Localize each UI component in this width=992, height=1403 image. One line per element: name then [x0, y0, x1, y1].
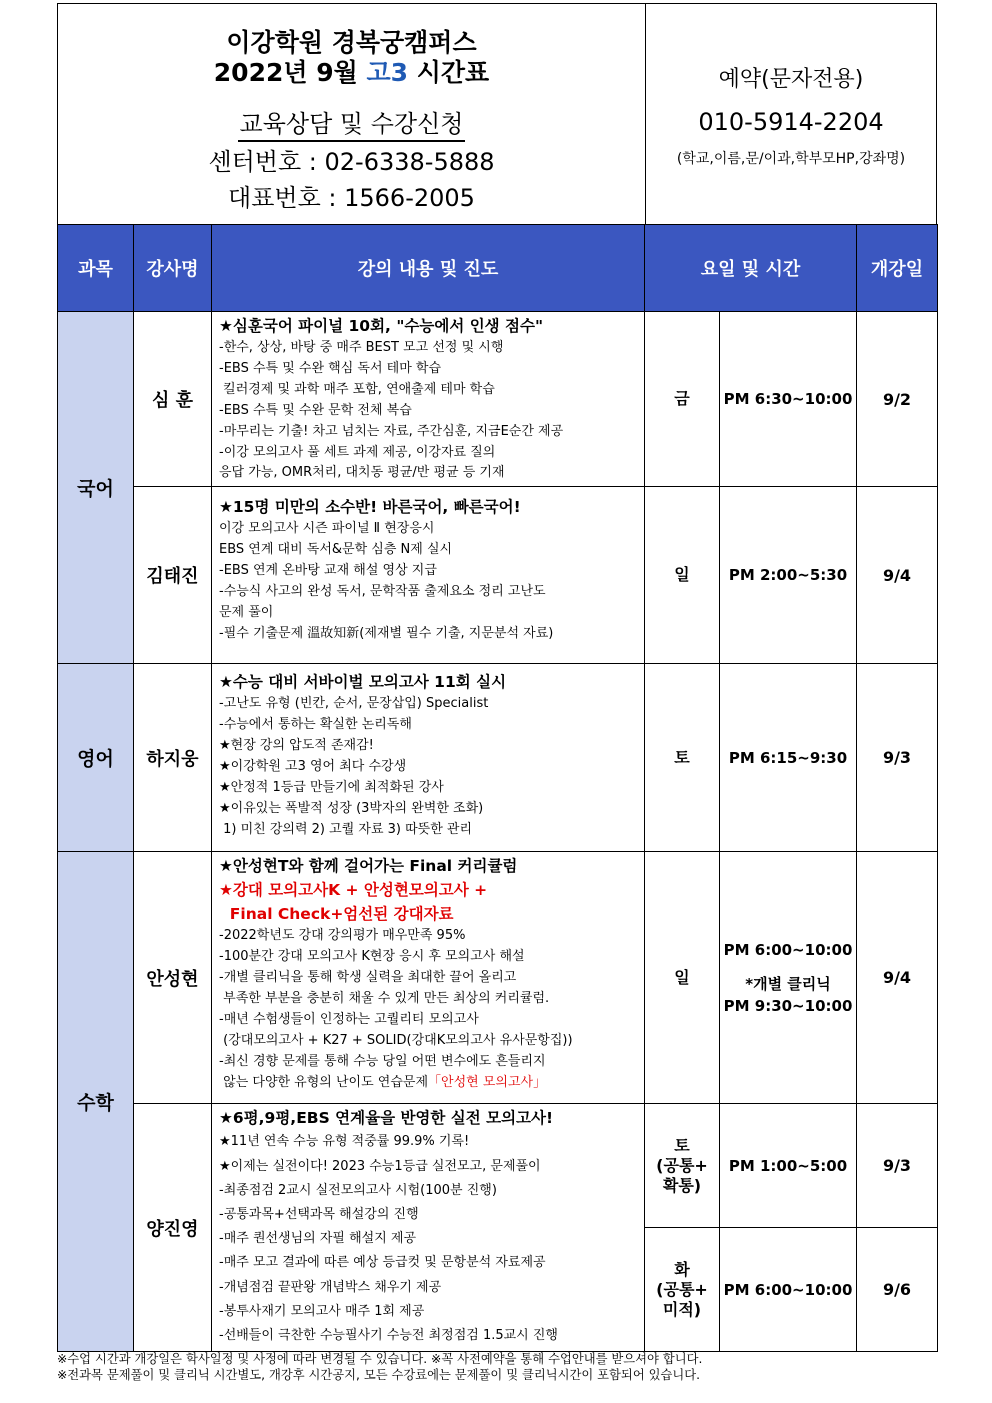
- content-line: 응답 가능, OMR처리, 대치동 평균/반 평균 등 기재: [219, 465, 505, 481]
- course-content: [212, 1104, 645, 1352]
- course-lead: ★수능 대비 서바이벌 모의고사 11회 실시: [219, 673, 507, 692]
- content-line: -이강 모의고사 풀 세트 과제 제공, 이강자료 질의: [219, 444, 496, 460]
- teacher-name: 안성현: [134, 852, 212, 1104]
- content-line: -EBS 연계 온바탕 교재 해설 영상 지급: [219, 563, 437, 579]
- content-line: -2022학년도 강대 강의평가 매우만족 95%: [219, 928, 466, 944]
- course-content: [212, 312, 645, 487]
- content-line: -최종점검 2교시 실전모의고사 시험(100분 진행): [219, 1182, 497, 1198]
- class-day: 금: [645, 312, 720, 487]
- table-row: [58, 664, 938, 852]
- content-line: [219, 1073, 638, 1094]
- content-line: ★이유있는 폭발적 성장 (3박자의 완벽한 조화): [219, 800, 484, 816]
- footer-line: ※수업 시간과 개강일은 학사일정 및 사정에 따라 변경될 수 있습니다. ※꼭 사전예약을 통해 수업안내를 받으셔야 합니다.: [57, 1352, 703, 1366]
- content-line: -개념점검 끝판왕 개념박스 채우기 제공: [219, 1279, 442, 1295]
- course-content: [212, 852, 645, 1104]
- table-row: [58, 852, 938, 1104]
- content-line: -마무리는 기출! 차고 넘치는 자료, 주간심훈, 지금E순간 제공: [219, 423, 564, 439]
- class-time: PM 6:00~10:00: [720, 1228, 857, 1352]
- teacher-name: 양진영: [134, 1104, 212, 1352]
- col-content: 강의 내용 및 진도: [212, 225, 645, 312]
- content-text: 않는 다양한 유형의 난이도 연습문제: [219, 1074, 429, 1090]
- header-left: [58, 4, 646, 225]
- content-line: -고난도 유형 (빈칸, 순서, 문장삽입) Specialist: [219, 696, 489, 712]
- content-line: ★안정적 1등급 만들기에 최적화된 강사: [219, 779, 444, 795]
- reserve-note: (학교,이름,문/이과,학부모HP,강좌명): [676, 151, 906, 167]
- title-line1: 이강학원 경복궁캠퍼스: [226, 28, 477, 57]
- consult-title: 교육상담 및 수강신청: [238, 108, 466, 142]
- content-line: -수능식 사고의 완성 독서, 문학작품 출제요소 정리 고난도: [219, 584, 546, 600]
- class-time: PM 6:30~10:00: [720, 312, 857, 487]
- header-right: [646, 4, 937, 225]
- col-schedule: 요일 및 시간: [645, 225, 857, 312]
- center-phone: 센터번호 : 02-6338-5888: [208, 148, 495, 176]
- col-subject: 과목: [58, 225, 134, 312]
- content-line: -100분간 강대 모의고사 K현장 응시 후 모의고사 해설: [219, 949, 525, 965]
- class-time: PM 2:00~5:30: [720, 487, 857, 664]
- schedule-table: [57, 224, 938, 1352]
- table-row: [58, 487, 938, 664]
- day-note: (공통+: [656, 1279, 708, 1299]
- open-date: 9/3: [857, 1104, 938, 1228]
- day-note: (공통+: [656, 1155, 708, 1175]
- col-teacher: 강사명: [134, 225, 212, 312]
- content-line: ★이제는 실전이다! 2023 수능1등급 실전모고, 문제풀이: [219, 1158, 541, 1174]
- subject-english: 영어: [58, 664, 134, 852]
- course-highlight: Final Check+엄선된 강대자료: [219, 905, 454, 924]
- content-line: -최신 경향 문제를 통해 수능 당일 어떤 변수에도 흔들리지: [219, 1053, 546, 1069]
- content-line: -공통과목+선택과목 해설강의 진행: [219, 1206, 419, 1222]
- content-highlight: 「안성현 모의고사」: [428, 1074, 547, 1090]
- open-date: 9/2: [857, 312, 938, 487]
- class-day: 일: [645, 487, 720, 664]
- content-line: -수능에서 통하는 확실한 논리독해: [219, 717, 412, 733]
- title-grade: 고3: [366, 58, 409, 87]
- table-row: [58, 312, 938, 487]
- title-line2: [58, 58, 645, 88]
- class-day: 일: [645, 852, 720, 1104]
- footer-notes: [57, 1351, 702, 1383]
- reserve-label: 예약(문자전용): [718, 67, 864, 92]
- open-date: 9/4: [857, 487, 938, 664]
- table-row: [58, 1104, 938, 1228]
- course-content: [212, 664, 645, 852]
- reserve-phone: 010-5914-2204: [698, 108, 884, 136]
- open-date: 9/6: [857, 1228, 938, 1352]
- course-content: [212, 487, 645, 664]
- clinic-time: PM 9:30~10:00: [723, 996, 853, 1015]
- content-line: (강대모의고사 + K27 + SOLID(강대K모의고사 유사문항집)): [219, 1032, 573, 1048]
- course-lead: ★심훈국어 파이널 10회, "수능에서 인생 점수": [219, 317, 544, 335]
- content-line: 문제 풀이: [219, 604, 274, 620]
- content-line: 1) 미친 강의력 2) 고퀄 자료 3) 따뜻한 관리: [219, 821, 473, 837]
- content-line: -매주 모고 결과에 따른 예상 등급컷 및 문항분석 자료제공: [219, 1255, 546, 1271]
- content-line: ★현장 강의 압도적 존재감!: [219, 738, 374, 754]
- footer-line: ※전과목 문제풀이 및 클리닉 시간별도, 개강후 시간공지, 모든 수강료에는 문제풀이 및 클리닉시간이 포함되어 있습니다.: [57, 1368, 701, 1382]
- class-time: PM 1:00~5:00: [720, 1104, 857, 1228]
- content-line: -EBS 수특 및 수완 문학 전체 복습: [219, 402, 412, 418]
- content-line: -필수 기출문제 溫故知新(제재별 필수 기출, 지문분석 자료): [219, 625, 554, 641]
- open-date: 9/3: [857, 664, 938, 852]
- content-line: 부족한 부분을 충분히 채울 수 있게 만든 최상의 커리큘럼.: [219, 991, 550, 1007]
- day-note: 미적): [662, 1299, 702, 1319]
- subject-math: 수학: [58, 852, 134, 1352]
- class-time: PM 6:15~9:30: [720, 664, 857, 852]
- course-lead: ★안성현T와 함께 걸어가는 Final 커리큘럼: [219, 857, 518, 876]
- content-line: 이강 모의고사 시즌 파이널 Ⅱ 현장응시: [219, 521, 435, 537]
- class-time-block: [720, 852, 857, 1104]
- header-table: [57, 3, 937, 225]
- class-day: [645, 1228, 720, 1352]
- teacher-name: 하지웅: [134, 664, 212, 852]
- day-note: 확통): [662, 1175, 702, 1195]
- content-line: ★11년 연속 수능 유형 적중률 99.9% 기록!: [219, 1134, 470, 1150]
- title-year-month: 2022년 9월: [213, 58, 358, 87]
- col-open: 개강일: [857, 225, 938, 312]
- class-day: [645, 1104, 720, 1228]
- title-suffix: 시간표: [416, 58, 490, 87]
- content-line: EBS 연계 대비 독서&문학 심층 N제 실시: [219, 542, 453, 558]
- content-line: -EBS 수특 및 수완 핵심 독서 테마 학습: [219, 360, 442, 376]
- content-line: -매년 수험생들이 인정하는 고퀄리티 모의고사: [219, 1011, 479, 1027]
- main-phone: 대표번호 : 1566-2005: [228, 184, 475, 212]
- content-line: ★이강학원 고3 영어 최다 수강생: [219, 759, 407, 775]
- course-lead: ★15명 미만의 소수반! 바른국어, 빠른국어!: [219, 498, 521, 517]
- table-header-row: [58, 225, 938, 312]
- content-line: -개별 클리닉을 통해 학생 실력을 최대한 끌어 올리고: [219, 970, 517, 986]
- content-line: -봉투사재기 모의고사 매주 1회 제공: [219, 1303, 425, 1319]
- course-lead: ★6평,9평,EBS 연계율을 반영한 실전 모의고사!: [219, 1109, 554, 1128]
- teacher-name: 김태진: [134, 487, 212, 664]
- open-date: 9/4: [857, 852, 938, 1104]
- clinic-label: *개별 클리닉: [745, 974, 831, 993]
- content-line: -매주 퀀선생님의 자필 해설지 제공: [219, 1231, 417, 1247]
- timetable-page: [57, 3, 937, 1352]
- class-day: 토: [645, 664, 720, 852]
- teacher-name: 심 훈: [134, 312, 212, 487]
- subject-korean: 국어: [58, 312, 134, 664]
- day-name: 화: [674, 1259, 690, 1279]
- content-line: 킬러경제 및 과학 매주 포함, 연애출제 테마 학습: [219, 381, 495, 397]
- content-line: -한수, 상상, 바탕 중 매주 BEST 모고 선정 및 시행: [219, 340, 504, 355]
- class-time: PM 6:00~10:00: [723, 940, 853, 959]
- day-name: 토: [674, 1135, 690, 1155]
- course-highlight: ★강대 모의고사K + 안성현모의고사 +: [219, 881, 488, 900]
- content-line: -선배들이 극찬한 수능필사기 수능전 최정점검 1.5교시 진행: [219, 1327, 558, 1343]
